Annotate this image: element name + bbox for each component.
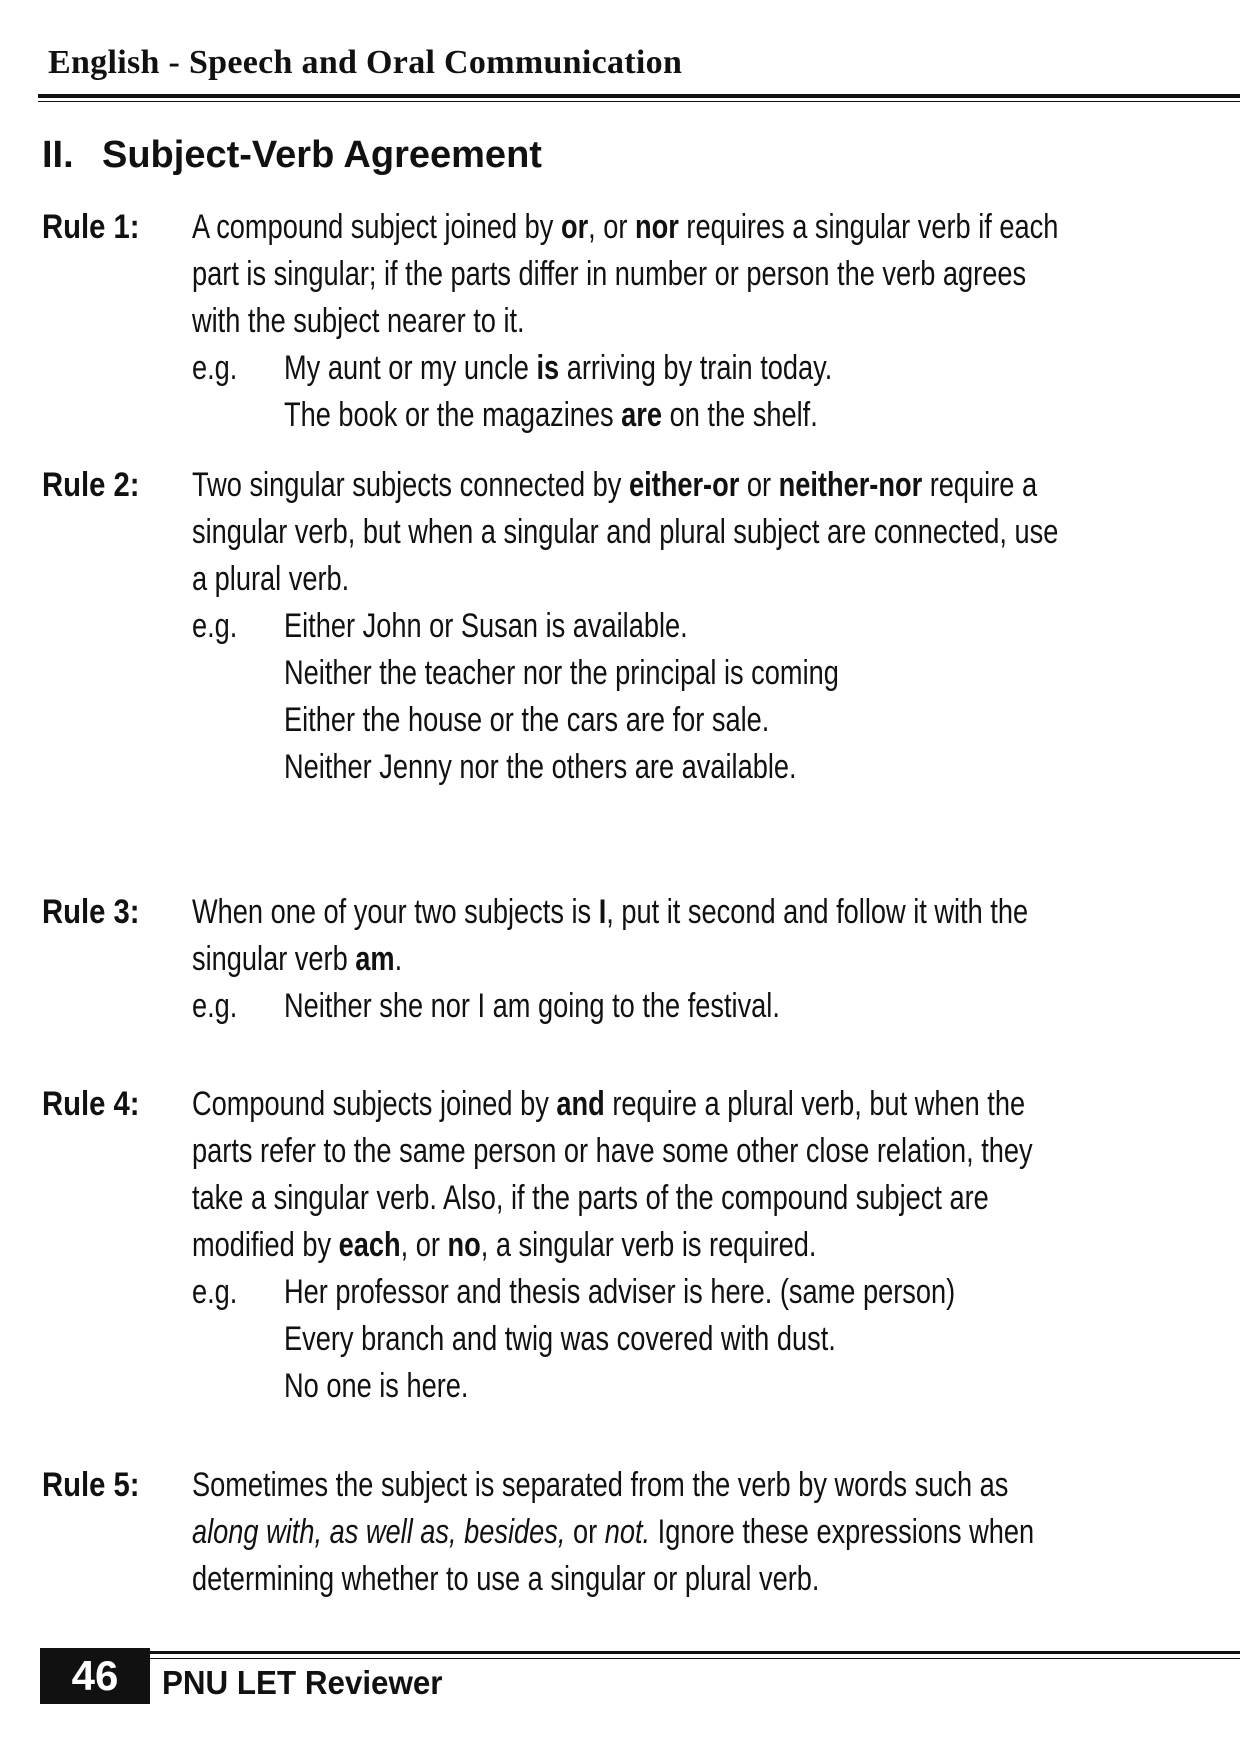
- rule-label: Rule 2:: [42, 466, 140, 504]
- section-title: Subject-Verb Agreement: [102, 134, 542, 176]
- rule-text-line: a plural verb.: [192, 560, 350, 598]
- example-block: [192, 345, 1235, 439]
- rule-label: Rule 4:: [42, 1085, 140, 1123]
- rule-text-line: along with, as well as, besides, or not. Ignore these expressions when: [192, 1513, 1035, 1551]
- rule-body: [192, 1462, 1235, 1603]
- footer-rule-thin: [150, 1658, 1240, 1659]
- rule-text-line: with the subject nearer to it.: [192, 302, 525, 340]
- rule-body: [192, 1081, 1235, 1410]
- example-sentence: Either the house or the cars are for sale.: [284, 701, 770, 739]
- example-block: [192, 603, 1235, 791]
- example-sentence: My aunt or my uncle is arriving by train today.: [284, 349, 833, 387]
- book-title: PNU LET Reviewer: [162, 1664, 443, 1701]
- section-heading: [42, 134, 542, 177]
- rule-text-line: singular verb, but when a singular and plural subject are connected, use: [192, 513, 1059, 551]
- rule-label: Rule 3:: [42, 893, 140, 931]
- rule-text-line: part is singular; if the parts differ in number or person the verb agrees: [192, 255, 1027, 293]
- rule-text-line: Two singular subjects connected by either-or or neither-nor require a: [192, 466, 1038, 504]
- example-block: [192, 983, 1235, 1030]
- rule-text-line: A compound subject joined by or, or nor requires a singular verb if each: [192, 208, 1059, 246]
- rule-text-line: take a singular verb. Also, if the parts of the compound subject are: [192, 1179, 989, 1217]
- rule-body: [192, 462, 1235, 791]
- rule-text-line: parts refer to the same person or have some other close relation, they: [192, 1132, 1033, 1170]
- rule-text-line: Sometimes the subject is separated from the verb by words such as: [192, 1466, 1009, 1504]
- rule-body: [192, 204, 1235, 439]
- example-sentence: The book or the magazines are on the shelf.: [284, 396, 818, 434]
- rule-text-line: Compound subjects joined by and require a plural verb, but when the: [192, 1085, 1026, 1123]
- rule-label: Rule 5:: [42, 1466, 140, 1504]
- example-label: e.g.: [192, 607, 238, 645]
- example-sentence: Her professor and thesis adviser is here. (same person): [284, 1273, 956, 1311]
- running-header: English - Speech and Oral Communication: [48, 44, 683, 81]
- rule-text-line: determining whether to use a singular or plural verb.: [192, 1560, 820, 1598]
- example-sentence: Either John or Susan is available.: [284, 607, 688, 645]
- page-number: 46: [40, 1648, 150, 1704]
- example-label: e.g.: [192, 1273, 238, 1311]
- footer-rule: [150, 1651, 1240, 1654]
- rule-text-line: singular verb am.: [192, 940, 403, 978]
- section-number: II.: [42, 134, 74, 176]
- example-sentence: Neither Jenny nor the others are available.: [284, 748, 797, 786]
- example-sentence: No one is here.: [284, 1367, 469, 1405]
- example-label: e.g.: [192, 987, 238, 1025]
- rule-label: Rule 1:: [42, 208, 140, 246]
- example-label: e.g.: [192, 349, 238, 387]
- example-block: [192, 1269, 1235, 1410]
- rule-text-line: When one of your two subjects is I, put it second and follow it with the: [192, 893, 1029, 931]
- rule-body: [192, 889, 1235, 1030]
- example-sentence: Neither she nor I am going to the festival.: [284, 987, 780, 1025]
- header-rule-thin: [38, 101, 1240, 102]
- example-sentence: Neither the teacher nor the principal is coming: [284, 654, 839, 692]
- header-rule: [38, 94, 1240, 98]
- rule-text-line: modified by each, or no, a singular verb is required.: [192, 1226, 817, 1264]
- example-sentence: Every branch and twig was covered with dust.: [284, 1320, 836, 1358]
